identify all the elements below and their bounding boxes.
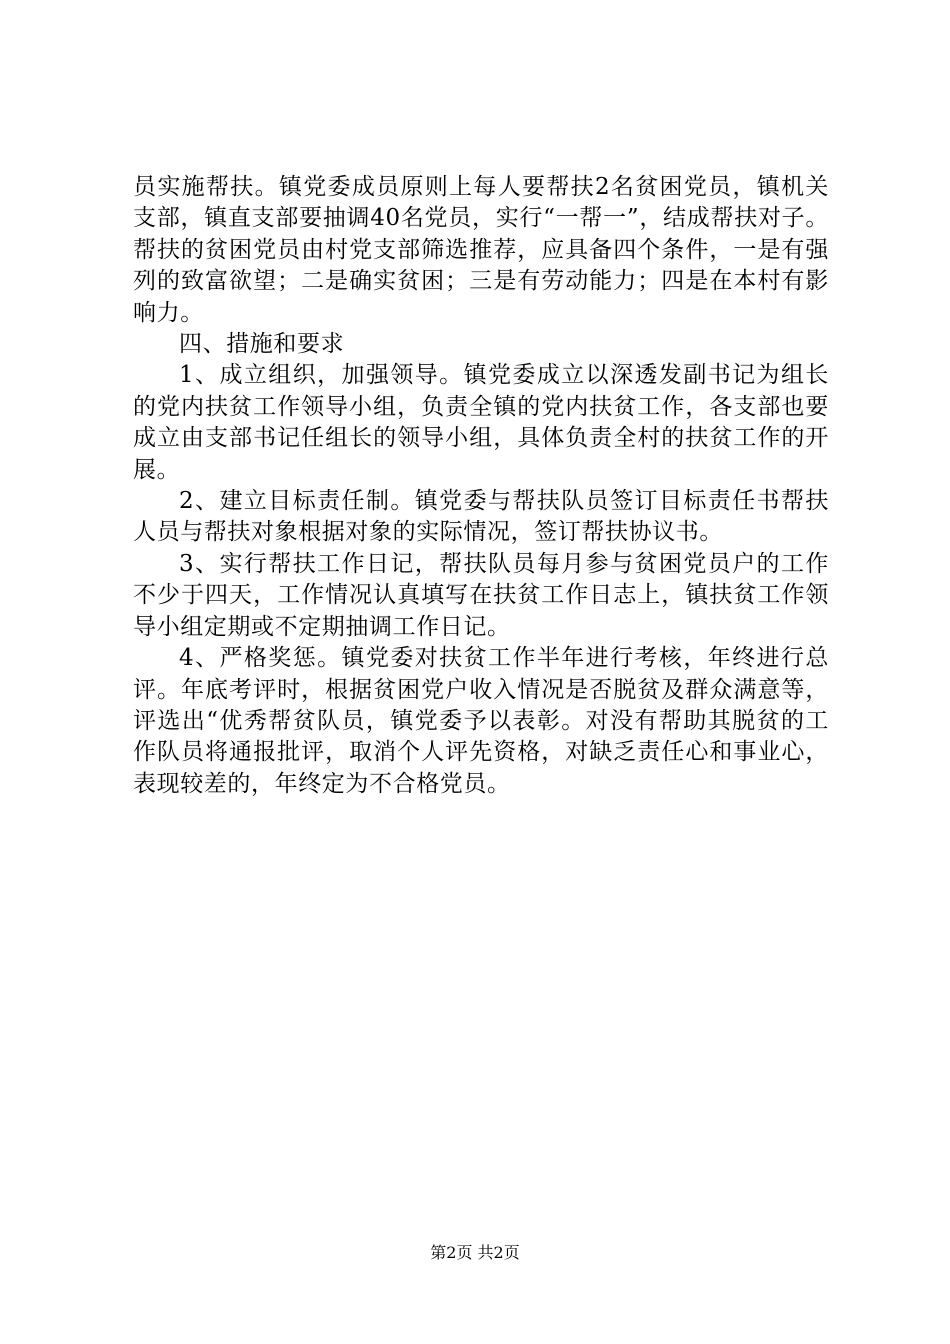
document-body — [133, 172, 829, 800]
paragraph-item-1: 1、成立组织，加强领导。镇党委成立以深透发副书记为组长的党内扶贫工作领导小组，负责全镇的党内扶贫工作，各支部也要成立由支部书记任组长的领导小组，具体负责全村的扶贫工作的开展。 — [133, 362, 829, 483]
paragraph-continuation: 员实施帮扶。镇党委成员原则上每人要帮扶2名贫困党员，镇机关支部，镇直支部要抽调40名党员，实行“一帮一”，结成帮扶对子。帮扶的贫困党员由村党支部筛选推荐，应具备四个条件，一是有强列的致富欲望；二是确实贫困；三是有劳动能力；四是在本村有影响力。 — [133, 174, 829, 326]
section-heading-measures: 四、措施和要求 — [179, 331, 345, 358]
paragraph-item-4: 4、严格奖惩。镇党委对扶贫工作半年进行考核，年终进行总评。年底考评时，根据贫困党户收入情况是否脱贫及群众满意等，评选出“优秀帮贫队员，镇党委予以表彰。对没有帮助其脱贫的工作队员将通报批评，取消个人评先资格，对缺乏责任心和事业心，表现较差的，年终定为不合格党员。 — [133, 645, 829, 797]
page-number-label: 第2页 共2页 — [430, 1243, 520, 1262]
page-footer — [0, 1243, 950, 1263]
paragraph-item-2: 2、建立目标责任制。镇党委与帮扶队员签订目标责任书帮扶人员与帮扶对象根据对象的实际情况，签订帮扶协议书。 — [133, 488, 829, 546]
paragraph-item-3: 3、实行帮扶工作日记，帮扶队员每月参与贫困党员户的工作不少于四天，工作情况认真填写在扶贫工作日志上，镇扶贫工作领导小组定期或不定期抽调工作日记。 — [133, 550, 829, 640]
